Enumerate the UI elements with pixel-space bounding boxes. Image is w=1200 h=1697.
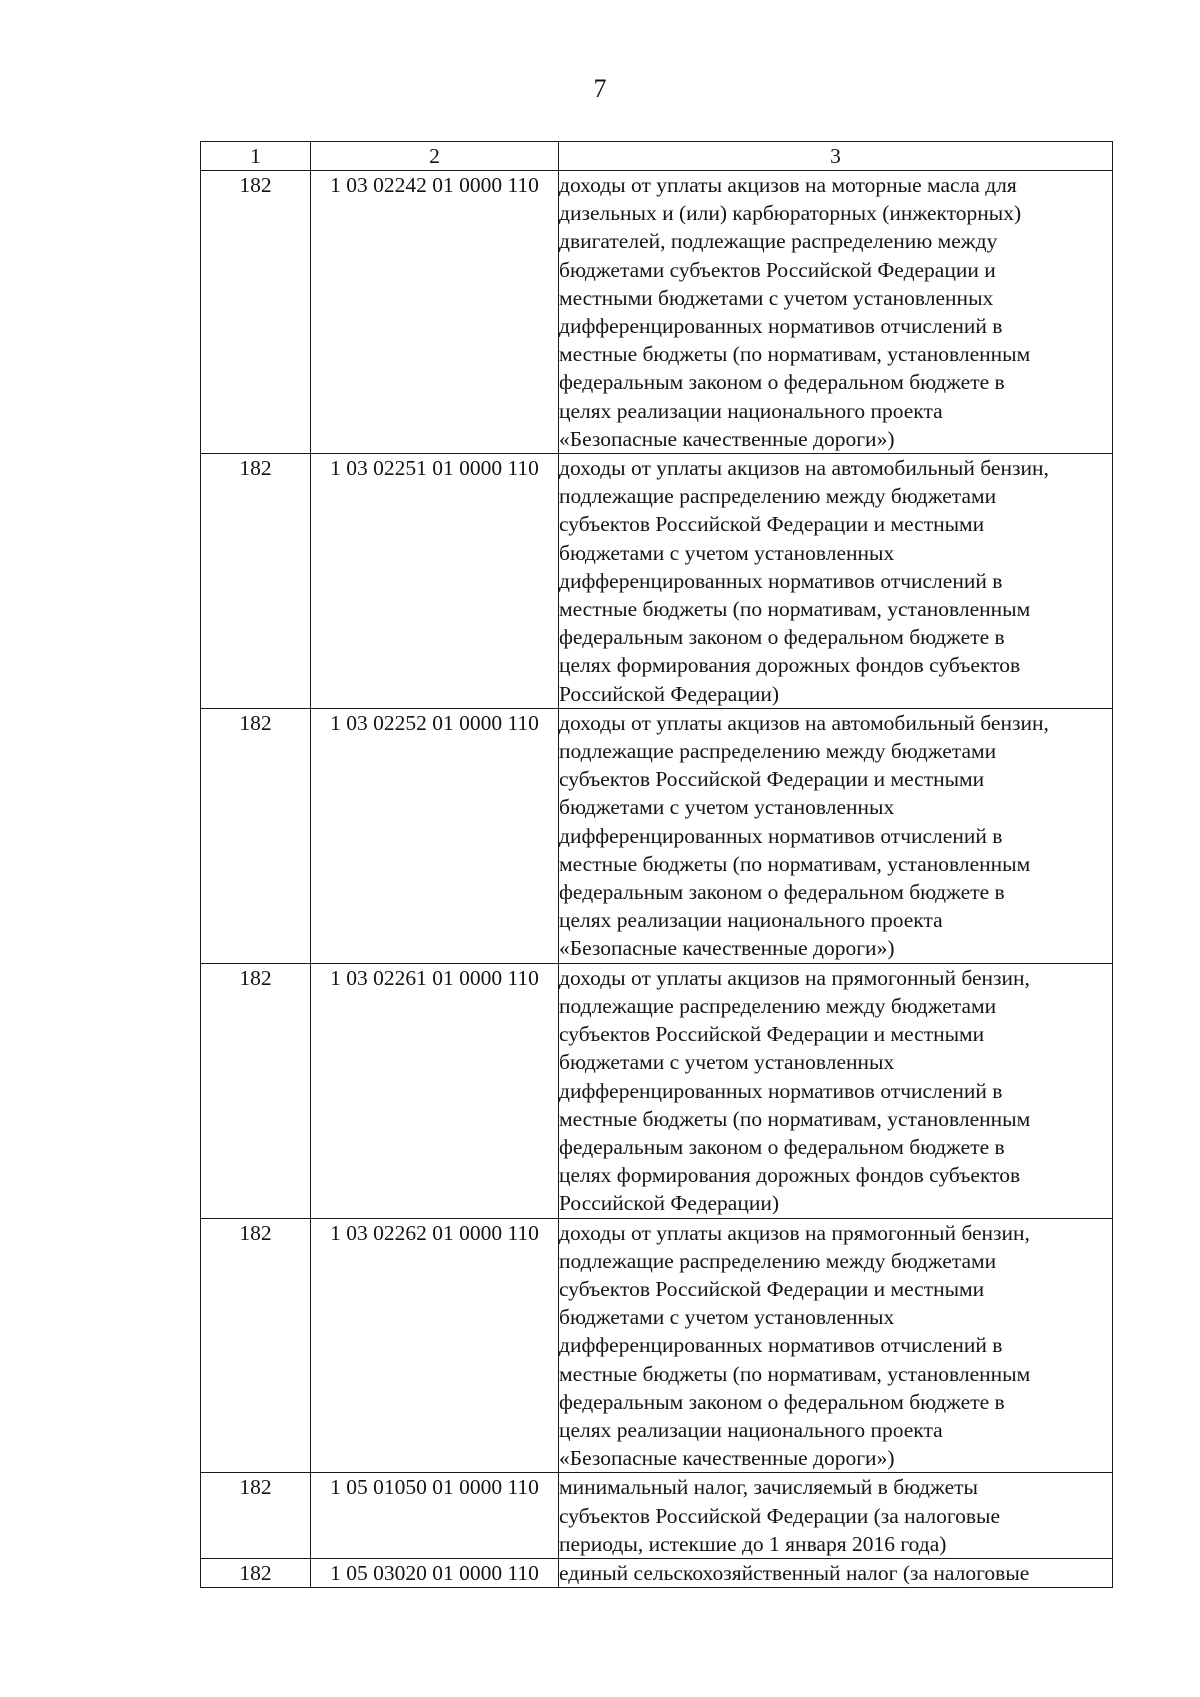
revenue-description-cell: [559, 1473, 1113, 1559]
description-line: бюджетами с учетом установленных: [559, 540, 895, 565]
description-line: бюджетами с учетом установленных: [559, 795, 895, 820]
budget-classification-code-cell: 1 05 01050 01 0000 110: [311, 1473, 559, 1559]
description-line: федеральным законом о федеральном бюджете в: [559, 1389, 1005, 1414]
description-line: дифференцированных нормативов отчислений в: [559, 1333, 1003, 1358]
description-line: единый сельскохозяйственный налог (за налоговые: [559, 1560, 1030, 1585]
description-line: местные бюджеты (по нормативам, установленным: [559, 1106, 1031, 1131]
description-line: подлежащие распределению между бюджетами: [559, 484, 997, 509]
table-row: [201, 708, 1113, 963]
description-line: субъектов Российской Федерации (за налоговые: [559, 1503, 1001, 1528]
description-line: бюджетами с учетом установленных: [559, 1305, 895, 1330]
description-line: целях реализации национального проекта: [559, 908, 943, 933]
description-line: дифференцированных нормативов отчислений в: [559, 823, 1003, 848]
column-header-2: 2: [311, 142, 559, 171]
budget-classification-code-cell: 1 03 02262 01 0000 110: [311, 1218, 559, 1473]
description-line: местные бюджеты (по нормативам, установленным: [559, 597, 1031, 622]
description-line: субъектов Российской Федерации и местными: [559, 1276, 985, 1301]
description-line: местные бюджеты (по нормативам, установленным: [559, 342, 1031, 367]
table-row: [201, 171, 1113, 454]
table-row: [201, 1473, 1113, 1559]
description-line: дифференцированных нормативов отчислений в: [559, 1078, 1003, 1103]
revenue-description-cell: [559, 708, 1113, 963]
description-line: федеральным законом о федеральном бюджете в: [559, 370, 1005, 395]
description-line: периоды, истекшие до 1 января 2016 года): [559, 1531, 947, 1556]
description-line: доходы от уплаты акцизов на автомобильный бензин,: [559, 710, 1049, 735]
description-line: доходы от уплаты акцизов на моторные масла для: [559, 173, 1017, 197]
budget-classification-code-cell: 1 05 03020 01 0000 110: [311, 1558, 559, 1587]
description-line: субъектов Российской Федерации и местными: [559, 767, 985, 792]
description-line: доходы от уплаты акцизов на автомобильный бензин,: [559, 456, 1049, 481]
description-line: «Безопасные качественные дороги»): [559, 936, 895, 961]
revenue-description-cell: [559, 963, 1113, 1218]
table-row: [201, 1218, 1113, 1473]
description-line: федеральным законом о федеральном бюджете в: [559, 880, 1005, 905]
description-line: Российской Федерации): [559, 681, 780, 706]
table-body: [201, 171, 1113, 1588]
description-line: двигателей, подлежащие распределению между: [559, 229, 998, 254]
page-number: 7: [593, 74, 607, 103]
budget-classification-code-cell: 1 03 02251 01 0000 110: [311, 454, 559, 709]
administrator-code-cell: 182: [201, 708, 311, 963]
table-row: [201, 454, 1113, 709]
description-line: подлежащие распределению между бюджетами: [559, 1248, 997, 1273]
description-line: субъектов Российской Федерации и местными: [559, 1022, 985, 1047]
administrator-code-cell: 182: [201, 171, 311, 454]
table-header: [201, 142, 1113, 171]
header-row: [201, 142, 1113, 171]
description-line: доходы от уплаты акцизов на прямогонный бензин,: [559, 965, 1030, 990]
budget-classification-code-cell: 1 03 02252 01 0000 110: [311, 708, 559, 963]
description-line: бюджетами субъектов Российской Федерации и: [559, 257, 996, 282]
administrator-code-cell: 182: [201, 1473, 311, 1559]
revenue-description-cell: [559, 1218, 1113, 1473]
description-line: дифференцированных нормативов отчислений в: [559, 568, 1003, 593]
budget-classification-code-cell: 1 03 02261 01 0000 110: [311, 963, 559, 1218]
revenue-description-cell: [559, 171, 1113, 454]
revenue-codes-table: [200, 141, 1113, 1588]
revenue-description-cell: [559, 454, 1113, 709]
description-line: местные бюджеты (по нормативам, установленным: [559, 851, 1031, 876]
administrator-code-cell: 182: [201, 454, 311, 709]
table-row: [201, 1558, 1113, 1587]
administrator-code-cell: 182: [201, 1218, 311, 1473]
description-line: «Безопасные качественные дороги»): [559, 426, 895, 451]
table-row: [201, 963, 1113, 1218]
description-line: дифференцированных нормативов отчислений в: [559, 314, 1003, 339]
administrator-code-cell: 182: [201, 963, 311, 1218]
column-header-1: 1: [201, 142, 311, 171]
budget-classification-code-cell: 1 03 02242 01 0000 110: [311, 171, 559, 454]
description-line: бюджетами с учетом установленных: [559, 1050, 895, 1075]
description-line: доходы от уплаты акцизов на прямогонный бензин,: [559, 1220, 1030, 1245]
description-line: местные бюджеты (по нормативам, установленным: [559, 1361, 1031, 1386]
description-line: дизельных и (или) карбюраторных (инжекторных): [559, 201, 1022, 226]
description-line: Российской Федерации): [559, 1191, 780, 1216]
administrator-code-cell: 182: [201, 1558, 311, 1587]
description-line: федеральным законом о федеральном бюджете в: [559, 1134, 1005, 1159]
description-line: минимальный налог, зачисляемый в бюджеты: [559, 1475, 978, 1500]
description-line: подлежащие распределению между бюджетами: [559, 739, 997, 764]
description-line: субъектов Российской Федерации и местными: [559, 512, 985, 537]
description-line: целях формирования дорожных фондов субъектов: [559, 653, 1021, 678]
description-line: целях реализации национального проекта: [559, 398, 943, 423]
description-line: «Безопасные качественные дороги»): [559, 1446, 895, 1471]
description-line: подлежащие распределению между бюджетами: [559, 993, 997, 1018]
description-line: целях реализации национального проекта: [559, 1417, 943, 1442]
description-line: целях формирования дорожных фондов субъектов: [559, 1163, 1021, 1188]
description-line: федеральным законом о федеральном бюджете в: [559, 625, 1005, 650]
column-header-3: 3: [559, 142, 1113, 171]
revenue-description-cell: [559, 1558, 1113, 1587]
description-line: местными бюджетами с учетом установленных: [559, 285, 994, 310]
